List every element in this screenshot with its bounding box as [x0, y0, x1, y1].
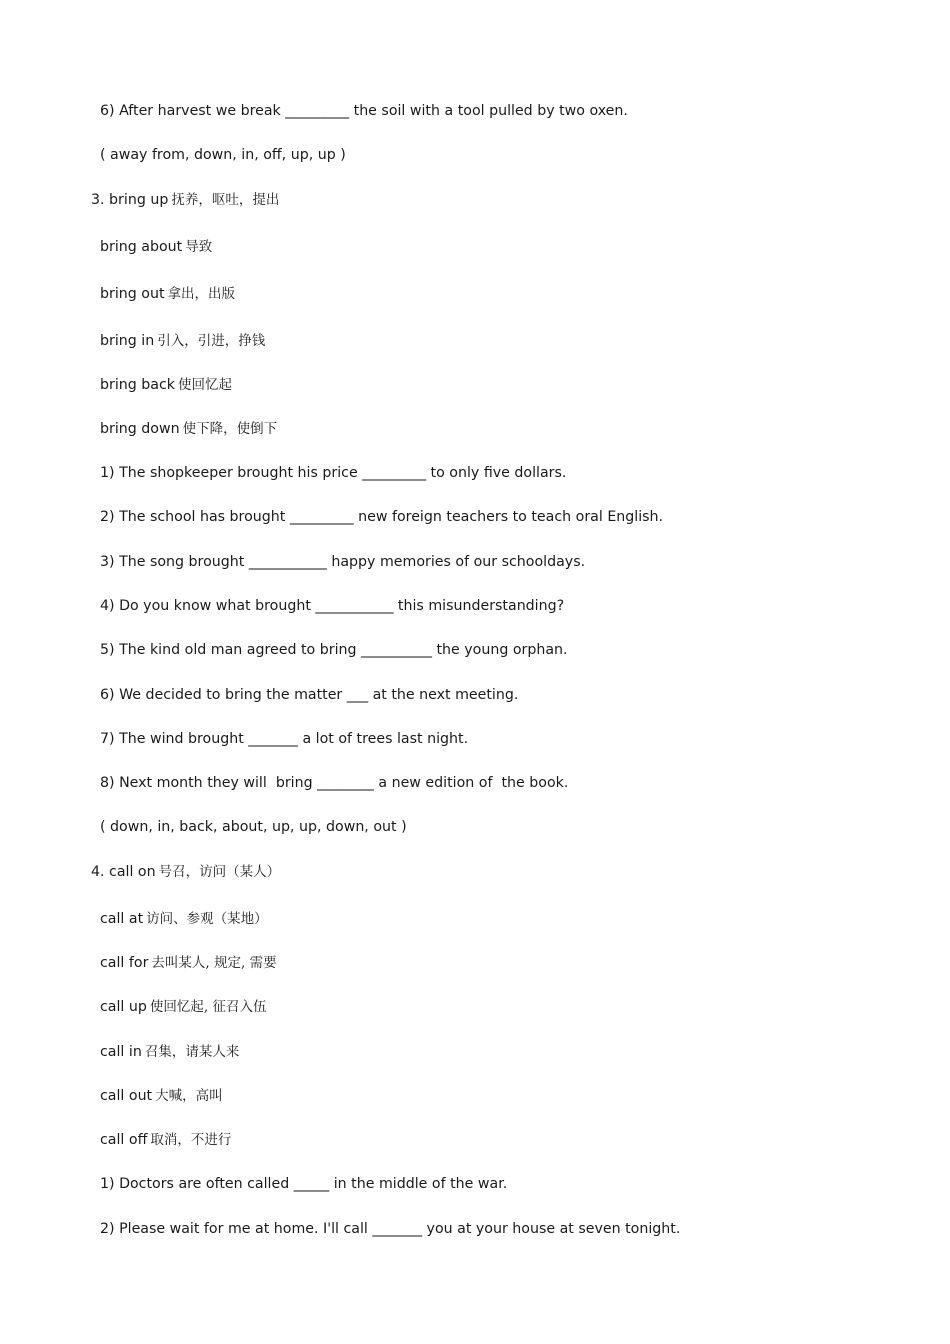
exercise-item-l13: [100, 641, 568, 659]
phrase-item-l19: [100, 910, 268, 928]
exercise-item-l01: [100, 102, 628, 120]
line-text: ( down, in, back, about, up, up, down, out ): [100, 819, 407, 835]
line-text: 5) The kind old man agreed to bring __________ the young orphan.: [100, 642, 568, 658]
exercise-item-l10: [100, 508, 663, 526]
line-text: 2) Please wait for me at home. I'll call _______ you at your house at seven tonight.: [100, 1221, 681, 1237]
line-text: 8) Next month they will bring ________ a new edition of the book.: [100, 775, 569, 791]
phrase-meaning: 去叫某人, 规定, 需要: [151, 955, 277, 971]
phrase-item-l05: [100, 285, 235, 303]
line-text: 6) We decided to bring the matter ___ at the next meeting.: [100, 687, 519, 703]
phrase-meaning: 使回忆起: [178, 377, 233, 393]
phrase-text: call in: [100, 1044, 142, 1060]
phrase-item-l07: [100, 376, 232, 394]
line-text: ( away from, down, in, off, up, up ): [100, 147, 346, 163]
line-text: 6) After harvest we break _________ the soil with a tool pulled by two oxen.: [100, 103, 628, 119]
exercise-item-l09: [100, 464, 566, 482]
phrase-text: 4. call on: [91, 864, 156, 880]
line-text: 3) The song brought ___________ happy memories of our schooldays.: [100, 554, 586, 570]
exercise-item-l14: [100, 686, 518, 704]
exercise-item-l16: [100, 774, 568, 792]
phrase-meaning: 导致: [185, 239, 213, 255]
answer-options-l17: [100, 818, 407, 836]
phrase-item-l06: [100, 332, 265, 350]
phrase-meaning: 访问、参观（某地）: [146, 911, 268, 927]
phrase-meaning: 大喊，高叫: [155, 1088, 223, 1104]
phrase-meaning: 使下降，使倒下: [182, 421, 278, 437]
phrase-item-l23: [100, 1087, 223, 1105]
phrase-text: call at: [100, 911, 144, 927]
line-text: 4) Do you know what brought ___________ this misunderstanding?: [100, 598, 565, 614]
phrase-text: bring about: [100, 239, 183, 255]
exercise-item-l11: [100, 553, 585, 571]
phrase-text: bring down: [100, 421, 180, 437]
phrase-meaning: 抚养，呕吐，提出: [171, 192, 280, 208]
phrase-meaning: 使回忆起, 征召入伍: [149, 999, 267, 1015]
phrase-meaning: 引入，引进，挣钱: [157, 333, 266, 349]
phrase-meaning: 取消，不进行: [150, 1132, 232, 1148]
phrase-text: bring back: [100, 377, 176, 393]
phrase-text: call up: [100, 999, 147, 1015]
phrase-item-l22: [100, 1043, 239, 1061]
line-text: 2) The school has brought _________ new foreign teachers to teach oral English.: [100, 509, 664, 525]
exercise-item-l26: [100, 1220, 680, 1238]
phrase-item-l21: [100, 998, 266, 1016]
line-text: 7) The wind brought _______ a lot of trees last night.: [100, 731, 469, 747]
phrase-meaning: 召集，请某人来: [144, 1044, 240, 1060]
line-text: 1) Doctors are often called _____ in the middle of the war.: [100, 1176, 508, 1192]
line-text: 1) The shopkeeper brought his price _________ to only five dollars.: [100, 465, 567, 481]
phrase-meaning: 号召，访问（某人）: [158, 864, 281, 880]
answer-options-l02: [100, 146, 346, 164]
exercise-item-l15: [100, 730, 468, 748]
phrase-item-l20: [100, 954, 277, 972]
phrase-item-l04: [100, 238, 212, 256]
phrase-meaning: 拿出，出版: [167, 286, 236, 302]
section-heading-bring: [91, 191, 279, 209]
phrase-text: bring out: [100, 286, 165, 302]
phrase-item-l08: [100, 420, 277, 438]
exercise-item-l25: [100, 1175, 507, 1193]
phrase-text: call out: [100, 1088, 153, 1104]
phrase-text: call off: [100, 1132, 148, 1148]
phrase-text: 3. bring up: [91, 192, 169, 208]
exercise-item-l12: [100, 597, 564, 615]
phrase-item-l24: [100, 1131, 231, 1149]
phrase-text: bring in: [100, 333, 155, 349]
section-heading-call: [91, 863, 280, 881]
phrase-text: call for: [100, 955, 149, 971]
